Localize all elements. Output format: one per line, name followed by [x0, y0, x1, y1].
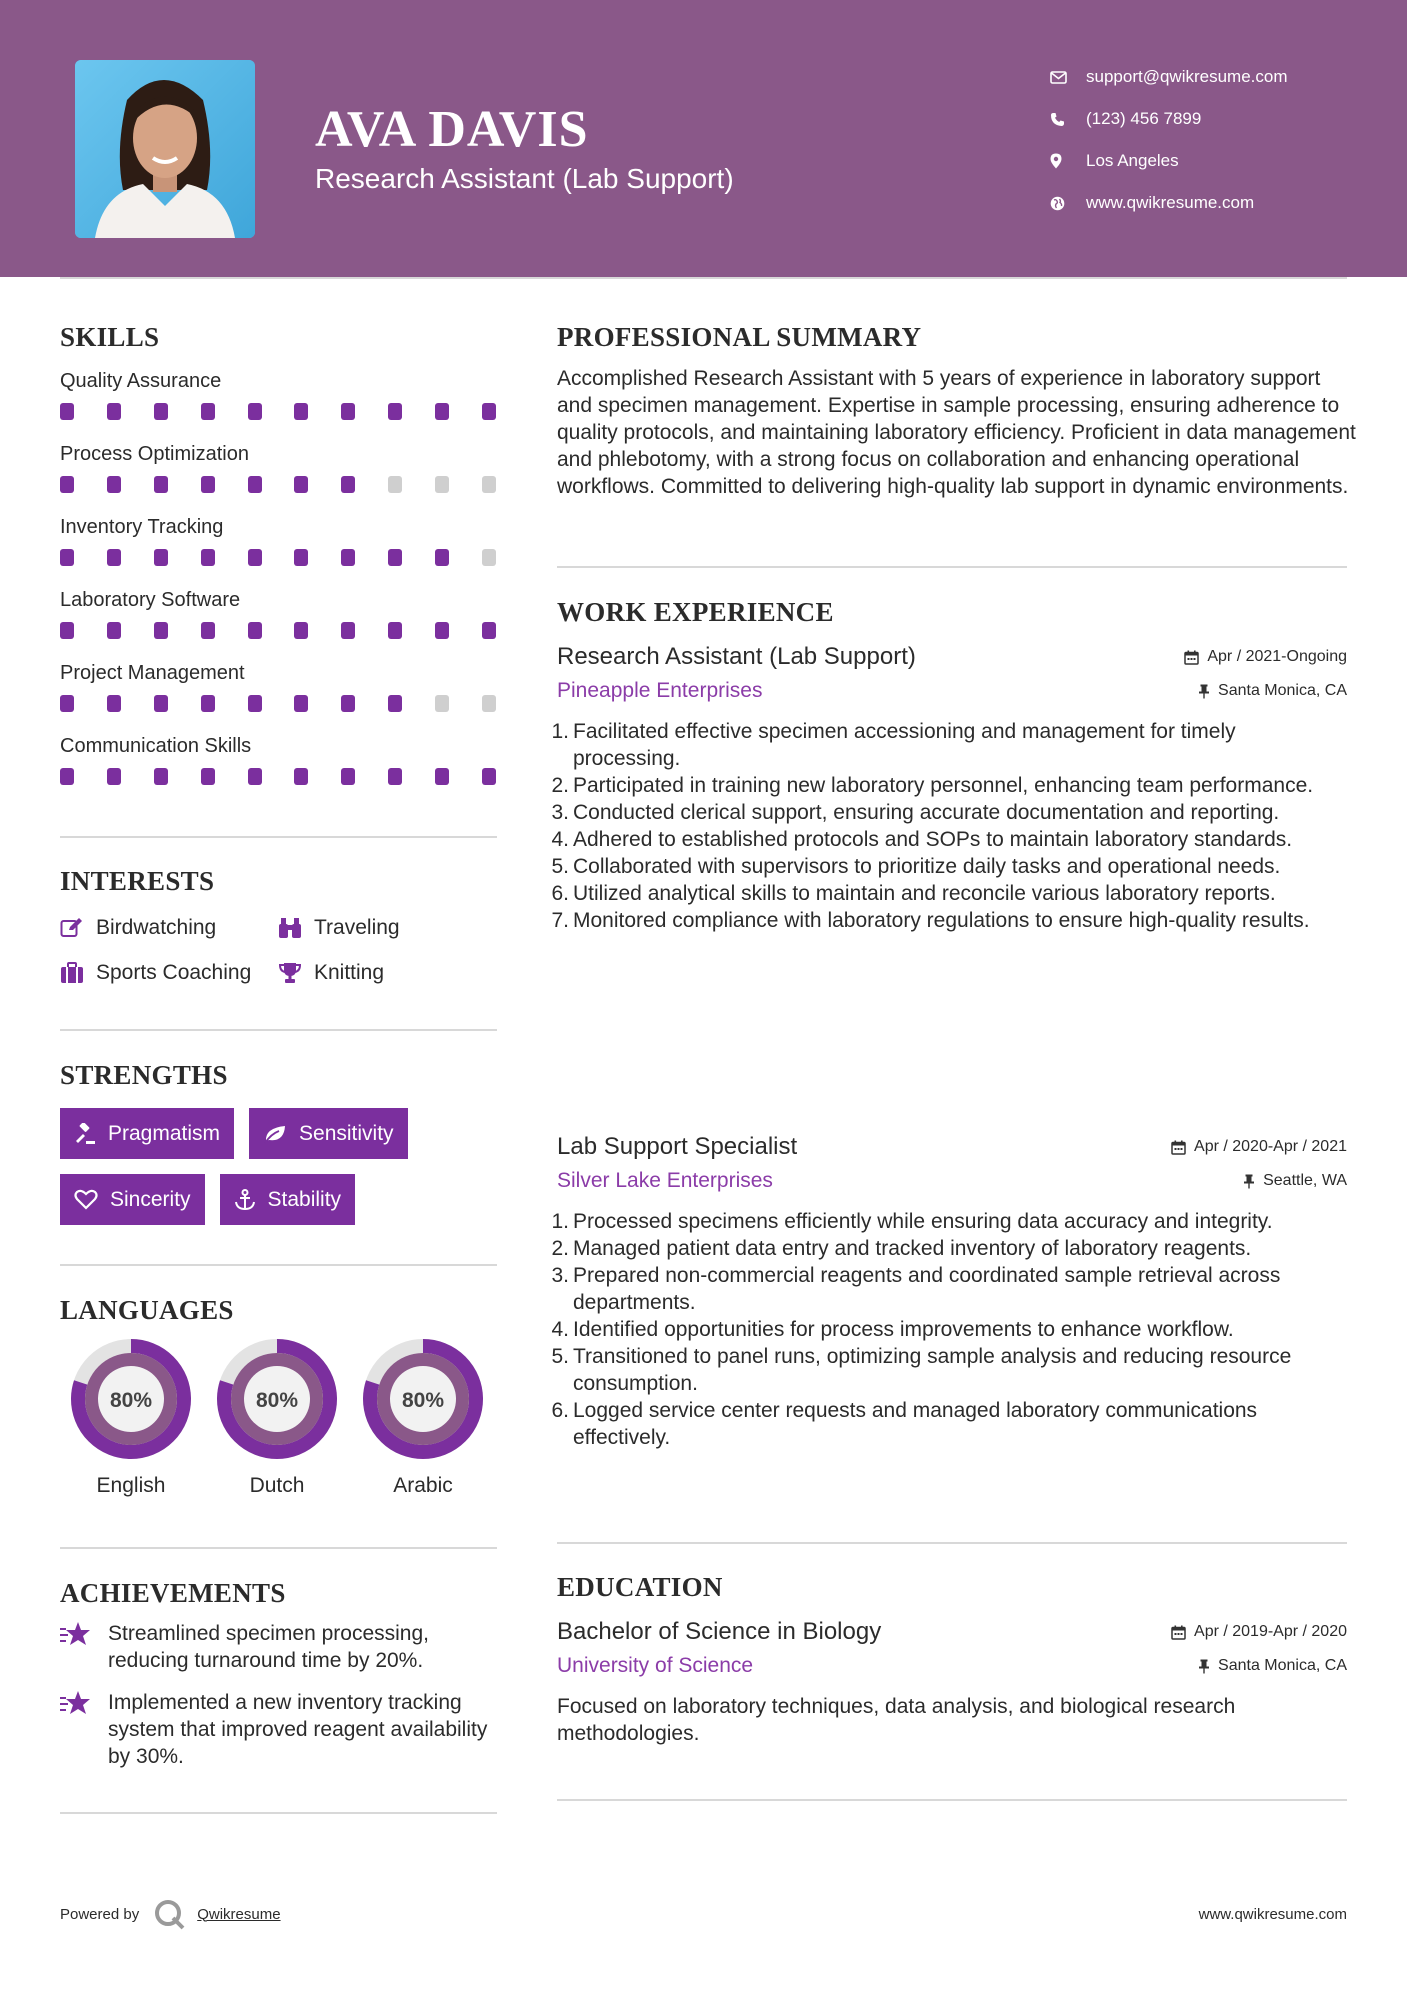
rating-dot-empty: [435, 695, 449, 712]
rating-dot-filled: [248, 403, 262, 420]
bullet-number: 5.: [551, 855, 569, 878]
rating-dot-empty: [482, 549, 496, 566]
bullet-text: Transitioned to panel runs, optimizing sample analysis and reducing resource consumption.: [573, 1345, 1292, 1395]
header-divider: [60, 277, 1347, 279]
bullet-text: Collaborated with supervisors to prioritize daily tasks and operational needs.: [573, 855, 1281, 878]
rating-dot-filled: [388, 403, 402, 420]
rating-dot-filled: [482, 622, 496, 639]
rating-dot-filled: [388, 695, 402, 712]
rating-dot-empty: [482, 476, 496, 493]
edit-icon: [60, 917, 84, 939]
bullet-text: Prepared non-commercial reagents and coordinated sample retrieval across departments.: [573, 1264, 1281, 1314]
skills-divider: [60, 836, 497, 838]
footer-powered-by: [60, 1898, 281, 1930]
language-percent-label: 80%: [255, 1389, 299, 1412]
rating-dot-filled: [341, 549, 355, 566]
interest-item: [278, 916, 400, 940]
contact-phone[interactable]: [1050, 98, 1380, 140]
rating-dot-filled: [60, 549, 74, 566]
job-bullet: [551, 772, 1347, 799]
achievements-list: [60, 1620, 500, 1785]
rating-dot-filled: [294, 403, 308, 420]
skill-row: [60, 584, 500, 657]
job-location-text: Santa Monica, CA: [1218, 682, 1347, 699]
job-location: [1243, 1172, 1347, 1190]
rating-dot-filled: [107, 476, 121, 493]
strength-tag: [60, 1108, 234, 1159]
contact-location: [1050, 140, 1380, 182]
contact-website-text: www.qwikresume.com: [1086, 193, 1255, 212]
skill-row: [60, 511, 500, 584]
job-dates-text: Apr / 2021-Ongoing: [1207, 648, 1347, 665]
footer-website[interactable]: www.qwikresume.com: [1198, 1906, 1347, 1923]
rating-dot-filled: [60, 768, 74, 785]
pushpin-icon: [1198, 1659, 1210, 1674]
education-description: Focused on laboratory techniques, data analysis, and biological research methodologies.: [557, 1695, 1236, 1745]
education-location: [1198, 1657, 1347, 1675]
achievement-item: [60, 1689, 500, 1770]
education-dates: [1171, 1623, 1347, 1641]
bullet-number: 1.: [551, 720, 569, 743]
rating-dot-filled: [294, 549, 308, 566]
summary-heading: PROFESSIONAL SUMMARY: [557, 322, 922, 352]
job-bullet: [551, 799, 1347, 826]
interest-label: Sports Coaching: [96, 960, 252, 984]
rating-dot-filled: [341, 622, 355, 639]
rating-dot-filled: [154, 476, 168, 493]
star-icon: [60, 1620, 92, 1648]
language-item: [350, 1338, 496, 1498]
job-bullet: [551, 853, 1347, 880]
binoculars-icon: [278, 917, 302, 939]
skill-name: Communication Skills: [60, 735, 252, 757]
achievement-item: [60, 1620, 500, 1674]
interests-list: [60, 905, 500, 995]
bullet-number: 2.: [551, 1237, 569, 1260]
skill-rating: [60, 549, 496, 566]
strength-label: Pragmatism: [108, 1121, 221, 1145]
skill-rating: [60, 768, 496, 785]
achievement-text: Implemented a new inventory tracking system that improved reagent availability by 30%.: [108, 1691, 488, 1768]
rating-dot-filled: [60, 476, 74, 493]
experience-divider: [557, 1542, 1347, 1544]
skill-rating: [60, 403, 496, 420]
contact-email-text: support@qwikresume.com: [1086, 67, 1288, 86]
achievements-divider: [60, 1812, 497, 1814]
gavel-icon: [74, 1123, 96, 1145]
job-bullets: [551, 1208, 1347, 1451]
skill-row: [60, 730, 500, 803]
rating-dot-filled: [341, 695, 355, 712]
bullet-text: Identified opportunities for process improvements to enhance workflow.: [573, 1318, 1234, 1341]
rating-dot-filled: [435, 549, 449, 566]
rating-dot-empty: [482, 695, 496, 712]
strengths-list: [60, 1108, 500, 1240]
rating-dot-filled: [154, 549, 168, 566]
job-bullet: [551, 1343, 1347, 1397]
contact-location-text: Los Angeles: [1086, 151, 1179, 170]
rating-dot-filled: [435, 622, 449, 639]
summary-divider: [557, 566, 1347, 568]
rating-dot-filled: [248, 695, 262, 712]
calendar-icon: [1171, 1140, 1186, 1155]
skills-list: [60, 365, 500, 803]
bullet-text: Conducted clerical support, ensuring accurate documentation and reporting.: [573, 801, 1280, 824]
job-location: [1198, 682, 1347, 700]
bullet-number: 7.: [551, 909, 569, 932]
skill-name: Quality Assurance: [60, 370, 222, 392]
bullet-number: 4.: [551, 828, 569, 851]
bullet-number: 2.: [551, 774, 569, 797]
resume-header: [0, 0, 1407, 277]
rating-dot-empty: [388, 476, 402, 493]
trophy-icon: [278, 962, 302, 984]
briefcase-icon: [60, 962, 84, 984]
strengths-heading: STRENGTHS: [60, 1060, 228, 1090]
interest-item: [60, 916, 278, 940]
language-item: [204, 1338, 350, 1498]
rating-dot-filled: [60, 403, 74, 420]
interest-item: [278, 961, 384, 985]
rating-dot-filled: [154, 403, 168, 420]
education-heading: EDUCATION: [557, 1572, 723, 1602]
rating-dot-filled: [201, 768, 215, 785]
rating-dot-filled: [341, 476, 355, 493]
job-bullet: [551, 718, 1347, 772]
job-entry: [551, 640, 1347, 934]
language-name: Arabic: [393, 1474, 453, 1497]
language-donut: [362, 1338, 484, 1460]
bullet-number: 6.: [551, 1399, 569, 1422]
rating-dot-filled: [154, 622, 168, 639]
job-bullet: [551, 1397, 1347, 1451]
skill-rating: [60, 622, 496, 639]
bullet-number: 3.: [551, 801, 569, 824]
bullet-number: 1.: [551, 1210, 569, 1233]
rating-dot-filled: [201, 403, 215, 420]
skill-name: Inventory Tracking: [60, 516, 224, 538]
calendar-icon: [1184, 650, 1199, 665]
rating-dot-filled: [294, 476, 308, 493]
rating-dot-filled: [388, 768, 402, 785]
language-percent-label: 80%: [109, 1389, 153, 1412]
experience-heading: WORK EXPERIENCE: [557, 597, 834, 627]
interest-label: Traveling: [314, 915, 400, 939]
contact-phone-text: (123) 456 7899: [1086, 109, 1202, 128]
rating-dot-filled: [435, 768, 449, 785]
leaf-icon: [263, 1124, 287, 1144]
rating-dot-filled: [388, 549, 402, 566]
education-divider: [557, 1799, 1347, 1801]
bullet-text: Managed patient data entry and tracked inventory of laboratory reagents.: [573, 1237, 1252, 1260]
contact-website[interactable]: [1050, 182, 1380, 224]
bullet-number: 4.: [551, 1318, 569, 1341]
languages-heading: LANGUAGES: [60, 1295, 234, 1325]
brand-link[interactable]: Qwikresume: [197, 1905, 281, 1923]
rating-dot-filled: [248, 549, 262, 566]
job-bullet: [551, 826, 1347, 853]
school-name: University of Science: [557, 1654, 754, 1677]
strength-tag: [220, 1174, 356, 1225]
bullet-number: 5.: [551, 1345, 569, 1368]
profile-photo: [75, 60, 255, 238]
rating-dot-filled: [201, 695, 215, 712]
job-title: Lab Support Specialist: [557, 1133, 798, 1160]
bullet-text: Logged service center requests and managed laboratory communications effectively.: [573, 1399, 1258, 1449]
rating-dot-filled: [201, 549, 215, 566]
envelope-icon: [1050, 71, 1086, 84]
interest-label: Birdwatching: [96, 915, 217, 939]
achievements-heading: ACHIEVEMENTS: [60, 1578, 286, 1608]
contact-email[interactable]: [1050, 56, 1380, 98]
pushpin-icon: [1198, 684, 1210, 699]
rating-dot-filled: [341, 403, 355, 420]
job-bullet: [551, 907, 1347, 934]
job-bullet: [551, 1316, 1347, 1343]
language-donut: [216, 1338, 338, 1460]
bullet-text: Processed specimens efficiently while ensuring data accuracy and integrity.: [573, 1210, 1273, 1233]
language-percent-label: 80%: [401, 1389, 445, 1412]
bullet-text: Facilitated effective specimen accessioning and management for timely processing.: [573, 720, 1236, 770]
pushpin-icon: [1243, 1174, 1255, 1189]
bullet-number: 3.: [551, 1264, 569, 1287]
interest-item: [60, 961, 278, 985]
skills-heading: SKILLS: [60, 322, 160, 352]
rating-dot-filled: [294, 622, 308, 639]
strengths-divider: [60, 1264, 497, 1266]
candidate-title: Research Assistant (Lab Support): [315, 163, 734, 194]
strength-tag: [249, 1108, 408, 1159]
skill-row: [60, 438, 500, 511]
rating-dot-empty: [435, 476, 449, 493]
map-pin-icon: [1050, 153, 1086, 169]
skill-row: [60, 365, 500, 438]
rating-dot-filled: [107, 622, 121, 639]
job-bullet: [551, 1235, 1347, 1262]
job-bullet: [551, 1208, 1347, 1235]
bullet-text: Adhered to established protocols and SOPs to maintain laboratory standards.: [573, 828, 1293, 851]
strength-label: Stability: [267, 1187, 342, 1211]
candidate-name: AVA DAVIS: [315, 101, 589, 158]
skill-rating: [60, 695, 496, 712]
strength-tag: [60, 1174, 205, 1225]
interest-label: Knitting: [314, 960, 385, 984]
achievement-text: Streamlined specimen processing, reducing turnaround time by 20%.: [108, 1622, 429, 1672]
rating-dot-filled: [107, 768, 121, 785]
education-dates-text: Apr / 2019-Apr / 2020: [1194, 1623, 1347, 1640]
bullet-text: Participated in training new laboratory personnel, enhancing team performance.: [573, 774, 1314, 797]
contact-list: [1050, 56, 1380, 224]
job-bullet: [551, 1262, 1347, 1316]
rating-dot-filled: [60, 622, 74, 639]
rating-dot-filled: [107, 403, 121, 420]
skill-name: Process Optimization: [60, 443, 249, 465]
rating-dot-filled: [154, 695, 168, 712]
rating-dot-filled: [201, 476, 215, 493]
skill-name: Laboratory Software: [60, 589, 241, 611]
interests-divider: [60, 1029, 497, 1031]
education-entry: [557, 1615, 1347, 1747]
qwikresume-logo-icon: [153, 1898, 187, 1930]
languages-list: [58, 1338, 498, 1498]
anchor-icon: [234, 1189, 256, 1211]
skill-row: [60, 657, 500, 730]
bullet-text: Utilized analytical skills to maintain and reconcile various laboratory reports.: [573, 882, 1276, 905]
rating-dot-filled: [248, 768, 262, 785]
language-donut: [70, 1338, 192, 1460]
rating-dot-filled: [60, 695, 74, 712]
rating-dot-filled: [294, 768, 308, 785]
job-location-text: Seattle, WA: [1263, 1172, 1347, 1189]
rating-dot-filled: [201, 622, 215, 639]
rating-dot-filled: [482, 403, 496, 420]
company-name: Silver Lake Enterprises: [557, 1169, 773, 1192]
company-name: Pineapple Enterprises: [557, 679, 763, 702]
calendar-icon: [1171, 1625, 1186, 1640]
rating-dot-filled: [341, 768, 355, 785]
rating-dot-filled: [107, 695, 121, 712]
rating-dot-filled: [154, 768, 168, 785]
strength-label: Sincerity: [110, 1187, 191, 1211]
globe-icon: [1050, 196, 1086, 211]
rating-dot-filled: [107, 549, 121, 566]
powered-by-text: Powered by: [60, 1905, 140, 1923]
rating-dot-filled: [248, 622, 262, 639]
strength-label: Sensitivity: [299, 1121, 394, 1145]
star-icon: [60, 1689, 92, 1717]
languages-divider: [60, 1547, 497, 1549]
rating-dot-filled: [388, 622, 402, 639]
job-dates-text: Apr / 2020-Apr / 2021: [1194, 1138, 1347, 1155]
job-entry: [551, 1130, 1347, 1451]
summary-text: Accomplished Research Assistant with 5 years of experience in laboratory support and specimen management. Expertise in sample processing, ensuring adherence to quality protocols, and maintaining laboratory efficiency. Proficient in data management and phlebotomy, with a strong focus on collaboration and enhancing operational workflows. Committed to delivering high-quality lab support in dynamic environments.: [557, 367, 1356, 498]
language-name: English: [96, 1474, 166, 1497]
rating-dot-filled: [294, 695, 308, 712]
education-location-text: Santa Monica, CA: [1218, 1657, 1347, 1674]
rating-dot-filled: [435, 403, 449, 420]
job-bullets: [551, 718, 1347, 934]
bullet-text: Monitored compliance with laboratory regulations to ensure high-quality results.: [573, 909, 1310, 932]
degree-title: Bachelor of Science in Biology: [557, 1618, 882, 1645]
skill-rating: [60, 476, 496, 493]
language-name: Dutch: [249, 1474, 305, 1497]
rating-dot-filled: [482, 768, 496, 785]
job-dates: [1184, 648, 1347, 666]
phone-icon: [1050, 112, 1086, 127]
language-item: [58, 1338, 204, 1498]
rating-dot-filled: [248, 476, 262, 493]
heart-icon: [74, 1189, 98, 1210]
bullet-number: 6.: [551, 882, 569, 905]
job-dates: [1171, 1138, 1347, 1156]
skill-name: Project Management: [60, 662, 245, 684]
job-title: Research Assistant (Lab Support): [557, 643, 916, 670]
interests-heading: INTERESTS: [60, 866, 215, 896]
job-bullet: [551, 880, 1347, 907]
